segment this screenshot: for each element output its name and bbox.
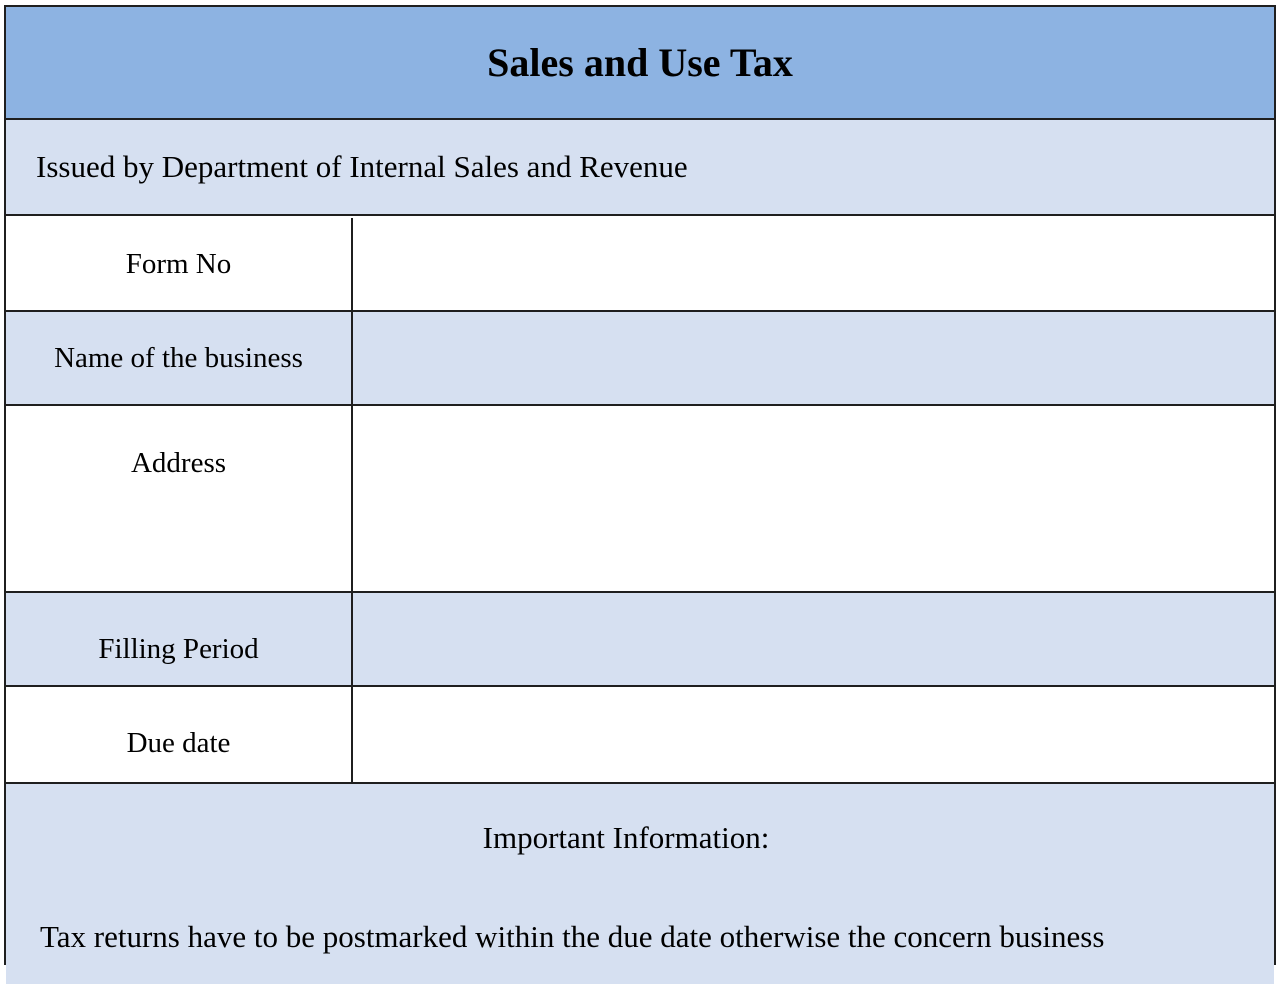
- business-name-field[interactable]: [353, 312, 1274, 404]
- due-date-label: Due date: [6, 687, 353, 782]
- due-date-field[interactable]: [353, 687, 1274, 782]
- filling-period-field[interactable]: [353, 593, 1274, 685]
- important-info-text: Tax returns have to be postmarked within the due date otherwise the concern business: [40, 919, 1105, 954]
- form-no-label: Form No: [6, 218, 353, 310]
- address-label: Address: [6, 406, 353, 591]
- business-name-row: [6, 312, 1274, 406]
- important-info-heading: Important Information:: [482, 820, 770, 855]
- issued-by-text: Issued by Department of Internal Sales and Revenue: [6, 120, 1274, 216]
- filling-period-row: [6, 593, 1274, 687]
- address-field[interactable]: [353, 406, 1274, 591]
- form-no-field[interactable]: [353, 218, 1274, 310]
- important-info-section: [6, 784, 1274, 984]
- form-title: Sales and Use Tax: [6, 7, 1274, 120]
- business-name-label: Name of the business: [6, 312, 353, 404]
- filling-period-label: Filling Period: [6, 593, 353, 685]
- tax-form: [4, 5, 1276, 965]
- form-no-row: [6, 218, 1274, 312]
- address-row: [6, 406, 1274, 593]
- due-date-row: [6, 687, 1274, 784]
